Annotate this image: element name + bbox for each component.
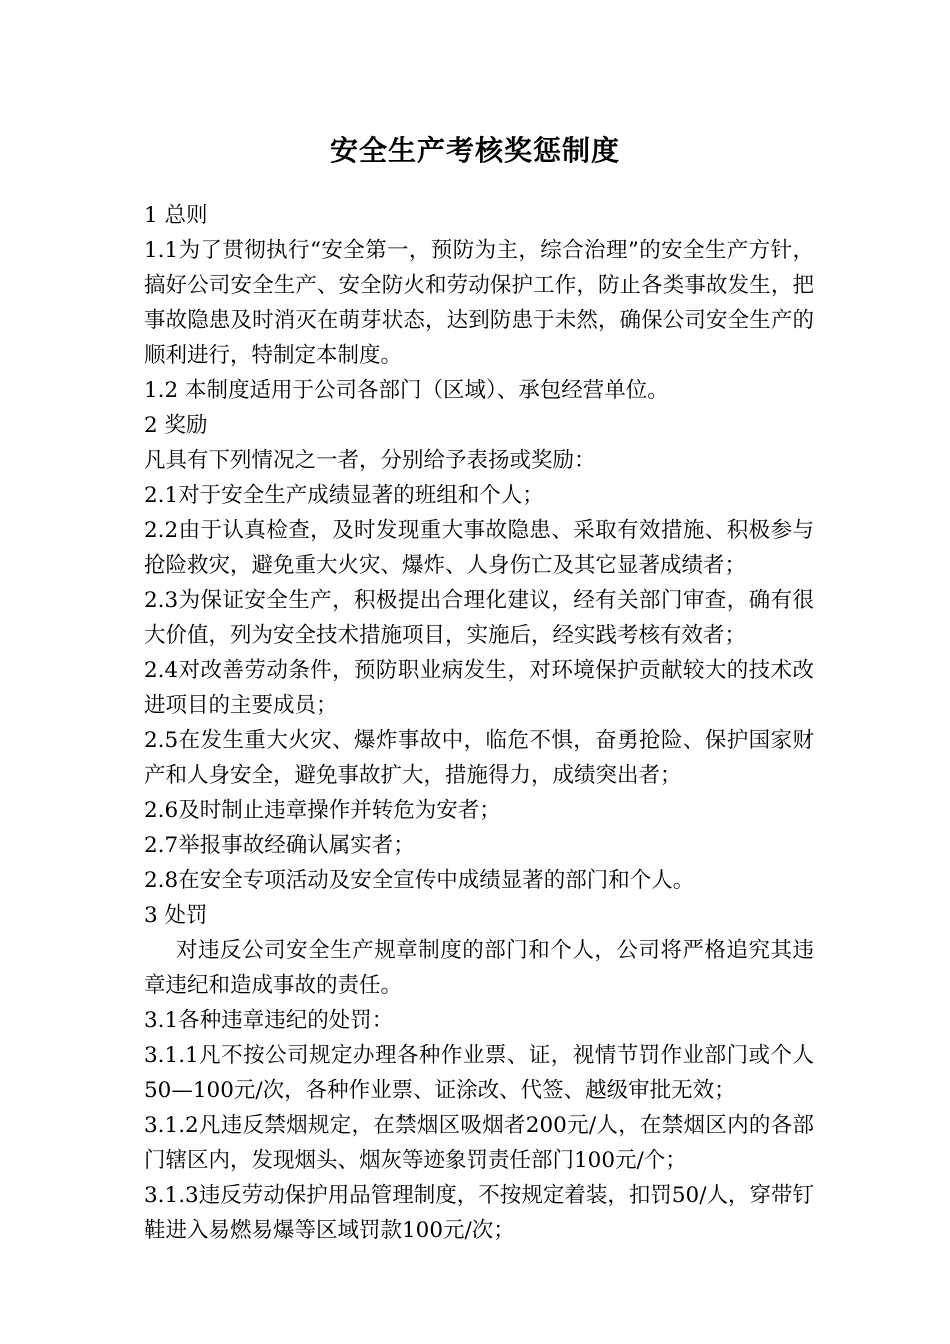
- paragraph: 2.1对于安全生产成绩显著的班组和个人；: [144, 483, 544, 508]
- paragraph: 2.5在发生重大火灾、爆炸事故中，临危不惧，奋勇抢险、保护国家财产和人身安全，避免事故扩大，措施得力，成绩突出者；: [144, 728, 814, 788]
- paragraph: 凡具有下列情况之一者，分别给予表扬或奖励：: [144, 448, 596, 473]
- paragraph: 1.1为了贯彻执行“安全第一，预防为主，综合治理”的安全生产方针，搞好公司安全生产、安全防火和劳动保护工作，防止各类事故发生，把事故隐患及时消灭在萌芽状态，达到防患于未然，确保公司安全生产的顺利进行，特制定本制度。: [144, 238, 814, 368]
- document-title: 安全生产考核奖惩制度: [329, 134, 620, 167]
- paragraph: 1.2 本制度适用于公司各部门（区域）、承包经营单位。: [144, 378, 669, 403]
- paragraph: 2.3为保证安全生产，积极提出合理化建议，经有关部门审查，确有很大价值，列为安全技术措施项目，实施后，经实践考核有效者；: [144, 588, 814, 648]
- paragraph: 3.1各种违章违纪的处罚：: [144, 1008, 394, 1033]
- paragraph: 3.1.1凡不按公司规定办理各种作业票、证，视情节罚作业部门或个人50—100元/次，各种作业票、证涂改、代签、越级审批无效；: [144, 1043, 814, 1103]
- paragraph: 3.1.2凡违反禁烟规定，在禁烟区吸烟者200元/人，在禁烟区内的各部门辖区内，发现烟头、烟灰等迹象罚责任部门100元/个；: [144, 1113, 814, 1173]
- document-body: [144, 198, 814, 1248]
- paragraph: 2.6及时制止违章操作并转危为安者；: [144, 798, 501, 823]
- paragraph: 2.4对改善劳动条件，预防职业病发生，对环境保护贡献较大的技术改进项目的主要成员；: [144, 658, 814, 718]
- paragraph: 2.7举报事故经确认属实者；: [144, 833, 415, 858]
- paragraph: 2.2由于认真检查，及时发现重大事故隐患、采取有效措施、积极参与抢险救灾，避免重大火灾、爆炸、人身伤亡及其它显著成绩者；: [144, 518, 814, 578]
- paragraph: 1 总则: [144, 203, 208, 228]
- paragraph: 3 处罚: [144, 903, 208, 928]
- paragraph: 2.8在安全专项活动及安全宣传中成绩显著的部门和个人。: [144, 868, 695, 893]
- paragraph: 对违反公司安全生产规章制度的部门和个人，公司将严格追究其违章违纪和造成事故的责任。: [144, 938, 814, 998]
- paragraph: 2 奖励: [144, 413, 208, 438]
- paragraph: 3.1.3违反劳动保护用品管理制度，不按规定着装，扣罚50/人，穿带钉鞋进入易燃易爆等区域罚款100元/次；: [144, 1183, 814, 1243]
